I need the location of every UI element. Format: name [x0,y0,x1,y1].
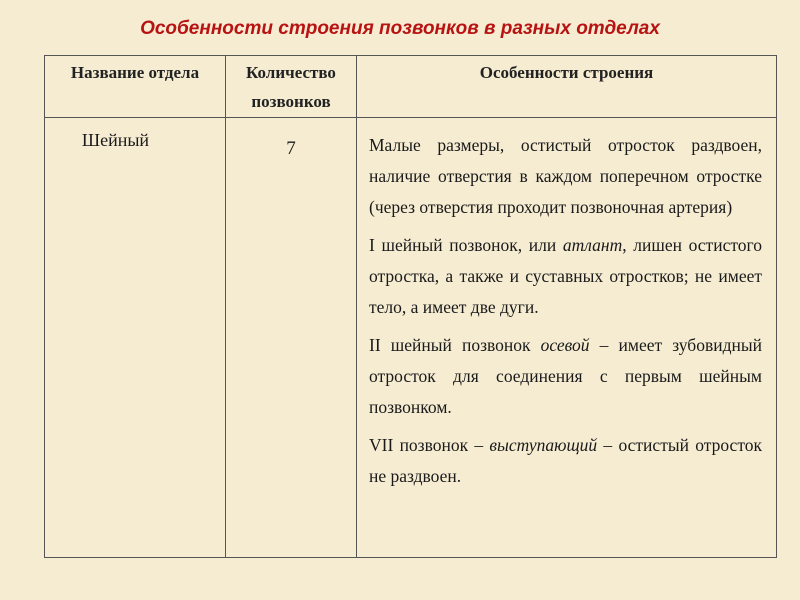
axis-term: осевой [540,335,590,355]
header-count-line2: позвонков [251,92,331,111]
cell-count-cervical: 7 [226,118,357,558]
axis-text-start: II шейный позвонок [369,335,541,355]
cell-features-cervical [357,118,777,558]
header-structure-features: Особенности строения [357,56,777,118]
atlas-text-start: I шейный позвонок, или [369,235,563,255]
atlas-text-end: , лишен остистого отростка, а также и суставных отростков; не имеет тело, а имеет две дуги. [369,235,762,317]
table-header-row [45,56,777,118]
table-row [45,118,777,558]
feature-paragraph-atlas [369,230,762,323]
cell-section-cervical: Шейный [45,118,226,558]
header-section-name: Название отдела [45,56,226,118]
atlas-term: атлант [562,235,623,255]
prominens-text-end: – остистый отросток не раздвоен. [369,435,762,486]
header-count-line1: Количество [246,63,336,82]
prominens-text-start: VII позвонок – [369,435,490,455]
axis-text-end: – имеет зубовидный отросток для соединения с первым шейным позвонком. [369,335,762,417]
slide-title: Особенности строения позвонков в разных отделах [140,18,660,39]
feature-paragraph-prominens [369,430,762,492]
feature-paragraph-general: Малые размеры, остистый отросток раздвоен, наличие отверстия в каждом поперечном отростке (через отверстия проходит позвоночная артерия) [369,135,762,217]
header-vertebrae-count [226,56,357,118]
prominens-term: выступающий [489,435,598,455]
vertebrae-table [44,55,777,558]
feature-paragraph-axis [369,330,762,423]
